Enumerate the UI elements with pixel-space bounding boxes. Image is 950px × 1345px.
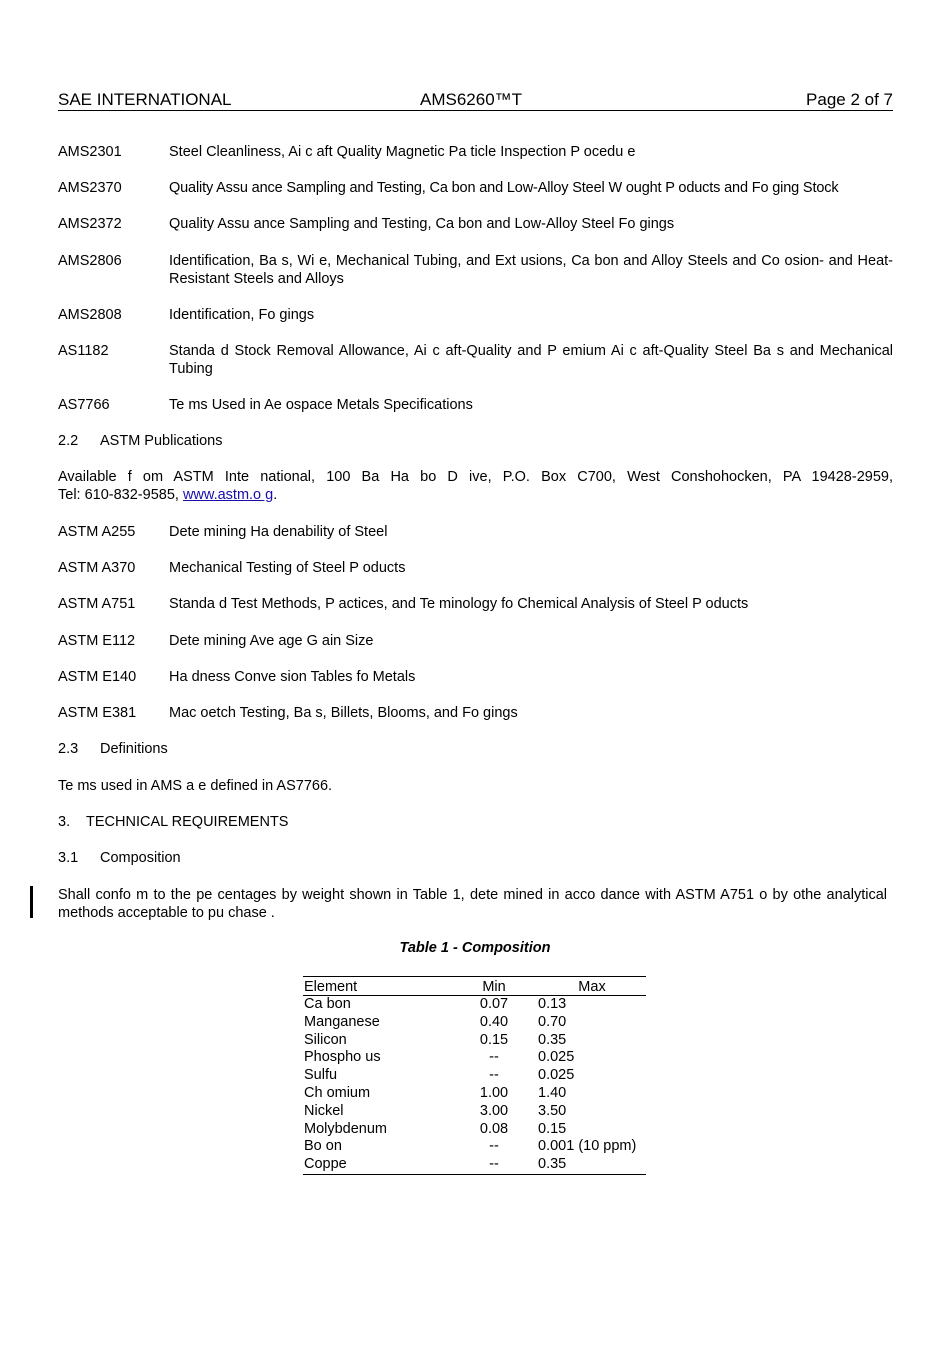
reference-item [58, 252, 893, 288]
reference-code: AS1182 [58, 343, 109, 359]
cell-element: Manganese [304, 1013, 380, 1030]
reference-code: ASTM E140 [58, 669, 137, 685]
page-header [58, 90, 893, 111]
cell-max: 0.15 [538, 1120, 567, 1137]
cell-element: Nickel [304, 1102, 344, 1119]
cell-max: 0.35 [538, 1156, 567, 1173]
reference-item [58, 215, 893, 233]
table-row [303, 1014, 646, 1032]
astm-reference-item [58, 704, 893, 722]
header-min: Min [482, 979, 506, 995]
reference-code: AS7766 [58, 397, 110, 413]
cell-min: 3.00 [479, 1102, 509, 1119]
reference-code: AMS2372 [58, 216, 122, 232]
astm-availability-paragraph [58, 468, 893, 504]
section-number: 2.2 [58, 433, 79, 449]
definitions-paragraph: Te ms used in AMS a e defined in AS7766. [58, 778, 333, 794]
cell-min: 0.15 [479, 1031, 509, 1048]
revision-change-bar [30, 886, 33, 918]
reference-code: ASTM A370 [58, 560, 136, 576]
header-document-id: AMS6260™T [420, 90, 523, 109]
table-caption: Table 1 - Composition [399, 940, 551, 956]
reference-code: AMS2808 [58, 307, 122, 323]
cell-max: 3.50 [538, 1102, 567, 1119]
cell-min: -- [489, 1138, 499, 1155]
link-trailing-period: . [273, 487, 278, 503]
cell-element: Ch omium [304, 1084, 371, 1101]
reference-title: Mac oetch Testing, Ba s, Billets, Blooms, and Fo gings [169, 705, 518, 721]
cell-max: 1.40 [538, 1084, 567, 1101]
reference-item [58, 306, 893, 324]
cell-element: Bo on [304, 1138, 342, 1155]
header-element: Element [304, 979, 358, 995]
reference-code: ASTM A255 [58, 524, 136, 540]
reference-title: Ha dness Conve sion Tables fo Metals [169, 669, 416, 685]
cell-min: 0.08 [479, 1120, 509, 1137]
section-heading-2-2 [58, 432, 893, 450]
table-row [303, 1103, 646, 1121]
section-heading-2-3 [58, 740, 893, 758]
section-heading-3 [58, 813, 893, 831]
phone-text: Tel: 610-832-9585, [58, 487, 179, 503]
reference-title: Identification, Ba s, Wi e, Mechanical Tubing, and Ext usions, Ca bon and Alloy Steels and Co osion- and Heat-Resistant Steels and Alloys [169, 253, 893, 287]
reference-item [58, 342, 893, 378]
astm-reference-item [58, 559, 893, 577]
reference-code: AMS2370 [58, 180, 122, 196]
reference-item [58, 179, 893, 197]
composition-table [303, 976, 646, 1175]
cell-element: Molybdenum [304, 1120, 388, 1137]
reference-item [58, 143, 893, 161]
cell-element: Coppe [304, 1156, 347, 1173]
cell-min: 0.07 [479, 996, 509, 1012]
cell-element: Phospho us [304, 1049, 381, 1066]
reference-code: ASTM A751 [58, 596, 136, 612]
reference-code: ASTM E381 [58, 705, 137, 721]
table-header-row [303, 977, 646, 996]
cell-min: 0.40 [479, 1013, 509, 1030]
reference-title: Standa d Stock Removal Allowance, Ai c aft-Quality and P emium Ai c aft-Quality Steel Ba s and Mechanical Tubing [169, 343, 893, 377]
astm-reference-item [58, 595, 893, 613]
cell-element: Ca bon [304, 996, 351, 1012]
reference-code: ASTM E112 [58, 633, 136, 649]
section-title: Definitions [100, 741, 168, 757]
section-number: 3. [58, 814, 71, 830]
cell-min: -- [489, 1067, 499, 1084]
section-title: Composition [100, 850, 181, 866]
section-title: TECHNICAL REQUIREMENTS [86, 814, 289, 830]
header-page-number: Page 2 of 7 [806, 90, 893, 109]
table-row [303, 1138, 646, 1156]
section-number: 3.1 [58, 850, 79, 866]
reference-title: Mechanical Testing of Steel P oducts [169, 560, 406, 576]
astm-reference-item [58, 632, 893, 650]
reference-title: Quality Assu ance Sampling and Testing, Ca bon and Low-Alloy Steel Fo gings [169, 216, 675, 232]
table-row [303, 1067, 646, 1085]
reference-title: Te ms Used in Ae ospace Metals Specifications [169, 397, 473, 413]
header-organization: SAE INTERNATIONAL [58, 90, 232, 109]
table-row [303, 1032, 646, 1050]
reference-code: AMS2301 [58, 144, 122, 160]
astm-reference-item [58, 668, 893, 686]
reference-title: Steel Cleanliness, Ai c aft Quality Magnetic Pa ticle Inspection P ocedu e [169, 144, 636, 160]
section-number: 2.3 [58, 741, 79, 757]
cell-max: 0.025 [538, 1067, 575, 1084]
composition-paragraph: Shall confo m to the pe centages by weight shown in Table 1, dete mined in acco dance with ASTM A751 o by othe analytical methods acceptable to pu chase . [58, 887, 887, 921]
cell-element: Silicon [304, 1031, 347, 1048]
cell-element: Sulfu [304, 1067, 338, 1084]
cell-max: 0.025 [538, 1049, 575, 1066]
cell-max: 0.13 [538, 996, 567, 1012]
availability-line-2 [58, 486, 893, 504]
table-row [303, 996, 646, 1014]
table-row [303, 1121, 646, 1139]
reference-code: AMS2806 [58, 253, 122, 269]
reference-title: Dete mining Ha denability of Steel [169, 524, 388, 540]
cell-min: -- [489, 1049, 499, 1066]
reference-title: Identification, Fo gings [169, 307, 315, 323]
astm-website-link[interactable]: www.astm.o g [182, 487, 274, 503]
reference-item [58, 396, 893, 414]
section-heading-3-1 [58, 849, 893, 867]
cell-max: 0.35 [538, 1031, 567, 1048]
section-title: ASTM Publications [100, 433, 223, 449]
cell-min: -- [489, 1156, 499, 1173]
astm-reference-item [58, 523, 893, 541]
reference-title: Quality Assu ance Sampling and Testing, Ca bon and Low-Alloy Steel W ought P oducts and Fo ging Stock [169, 180, 839, 196]
table-row [303, 1156, 646, 1174]
table-row [303, 1049, 646, 1067]
reference-title: Dete mining Ave age G ain Size [169, 633, 374, 649]
reference-title: Standa d Test Methods, P actices, and Te minology fo Chemical Analysis of Steel P oducts [169, 596, 749, 612]
table-row [303, 1085, 646, 1103]
cell-max: 0.001 (10 ppm) [538, 1138, 637, 1155]
header-max: Max [578, 979, 606, 995]
cell-max: 0.70 [538, 1013, 567, 1030]
cell-min: 1.00 [479, 1084, 509, 1101]
availability-line-1: Available f om ASTM Inte national, 100 Ba Ha bo D ive, P.O. Box C700, West Conshohocken, PA 19428-2959, [58, 469, 893, 485]
